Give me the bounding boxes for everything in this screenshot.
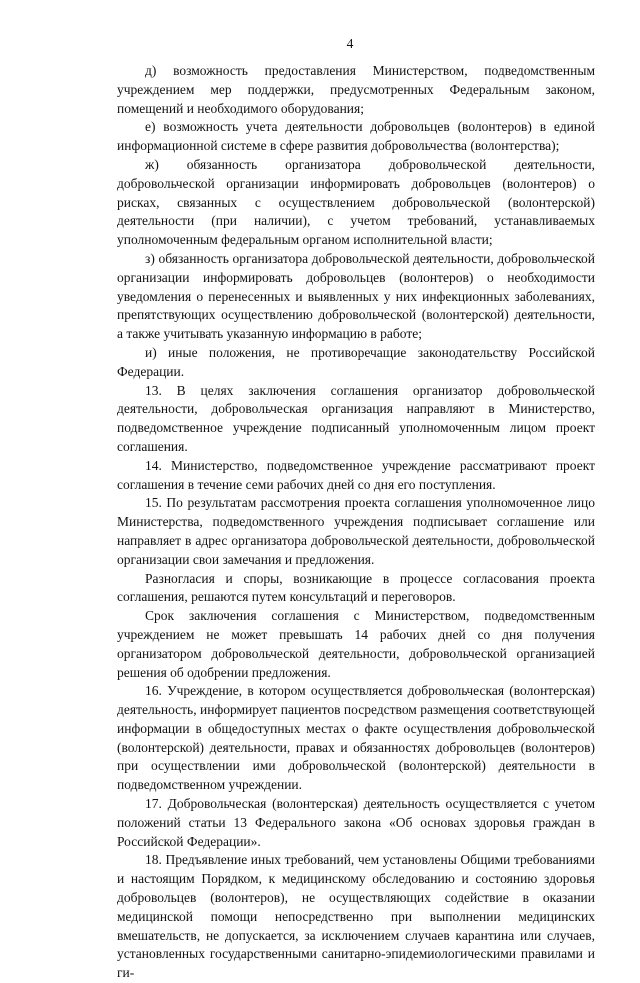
paragraph-12z: з) обязанность организатора добровольческой деятельности, добровольческой организации информировать добровольцев (волонтеров) о необходимости уведомления о перенесенных и выявленных у них инфекционных заболеваниях, препятствующих осуществлению добровольческой (волонтерской) деятельности, а также учитывать указанную информацию в работе; xyxy=(117,250,595,342)
paragraph-16: 16. Учреждение, в котором осуществляется добровольческая (волонтерская) деятельность, информирует пациентов посредством размещения соответствующей информации в общедоступных местах о факте осуществления добровольческой (волонтерской) деятельности, правах и обязанностях добровольцев (волонтеров) при осуществлении ими добровольческой (волонтерской) деятельности в подведомственном учреждении. xyxy=(117,683,595,793)
paragraph-18: 18. Предъявление иных требований, чем установлены Общими требованиями и настоящим Порядком, к медицинскому обследованию и состоянию здоровья добровольцев (волонтеров), не осуществляющих содействие в оказании медицинской помощи непосредственно при выполнении медицинских вмешательств, не допускается, за исключением случаев карантина или случаев, установленных государственными санитарно-эпидемиологическими правилами и ги- xyxy=(117,852,595,981)
body-text xyxy=(117,62,595,983)
paragraph-17: 17. Добровольческая (волонтерская) деятельность осуществляется с учетом положений статьи 13 Федерального закона «Об основах здоровья граждан в Российской Федерации». xyxy=(117,796,595,849)
paragraph-12zh: ж) обязанность организатора добровольческой деятельности, добровольческой организации информировать добровольцев (волонтеров) о рисках, связанных с осуществлением добровольческой (волонтерской) деятельности (при наличии), с учетом требований, устанавливаемых уполномоченным федеральным органом исполнительной власти; xyxy=(117,156,595,248)
paragraph-14: 14. Министерство, подведомственное учреждение рассматривают проект соглашения в течение семи рабочих дней со дня его поступления. xyxy=(117,457,595,492)
paragraph-13: 13. В целях заключения соглашения организатор добровольческой деятельности, добровольческая организация направляют в Министерство, подведомственное учреждение подписанный уполномоченным лицом проект соглашения. xyxy=(117,382,595,454)
paragraph-15: 15. По результатам рассмотрения проекта соглашения уполномоченное лицо Министерства, подведомственного учреждения подписывает соглашение или направляет в адрес организатора добровольческой деятельности, добровольческой организации свои замечания и предложения. xyxy=(117,495,595,567)
paragraph-12d: д) возможность предоставления Министерством, подведомственным учреждением мер поддержки, предусмотренных Федеральным законом, помещений и необходимого оборудования; xyxy=(117,63,595,116)
paragraph-15-term: Срок заключения соглашения с Министерством, подведомственным учреждением не может превышать 14 рабочих дней со дня получения организатором добровольческой деятельности, добровольческой организацией решения об одобрении предложения. xyxy=(117,608,595,680)
page-number: 4 xyxy=(346,36,354,51)
paragraph-15-disputes: Разногласия и споры, возникающие в процессе согласования проекта соглашения, решаются путем консультаций и переговоров. xyxy=(117,570,595,605)
paragraph-12i: и) иные положения, не противоречащие законодательству Российской Федерации. xyxy=(117,344,595,379)
paragraph-12e: е) возможность учета деятельности добровольцев (волонтеров) в единой информационной системе в сфере развития добровольчества (волонтерства); xyxy=(117,119,595,154)
